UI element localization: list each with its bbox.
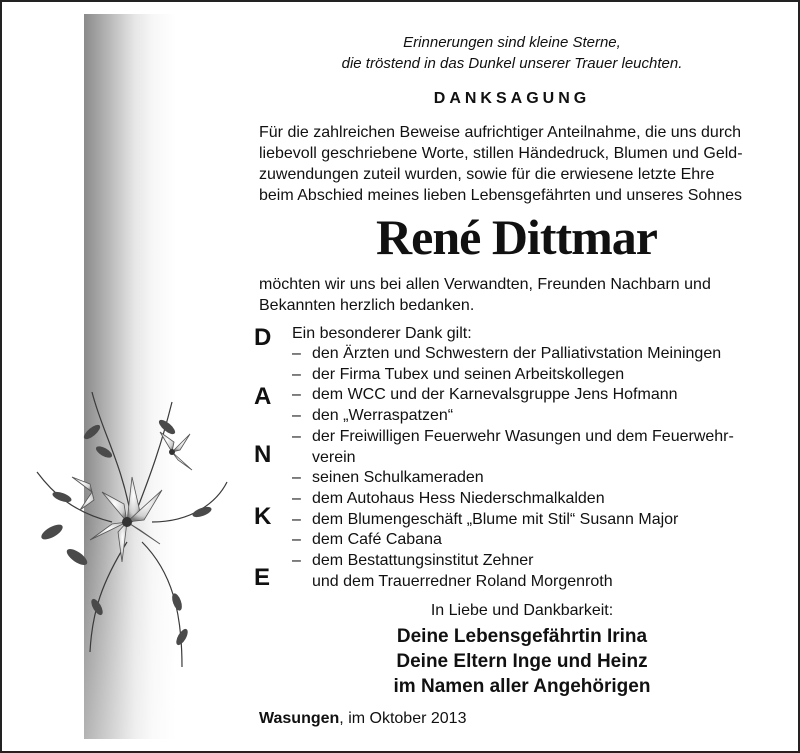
list-dash: –	[292, 469, 301, 487]
list-item	[292, 344, 734, 365]
flower-bouquet-illustration	[32, 372, 232, 672]
list-item	[292, 489, 734, 510]
signature-line: Deine Eltern Inge und Heinz	[396, 651, 648, 672]
signature-line: Deine Lebensgefährtin Irina	[396, 626, 648, 647]
poem-line-1: Erinnerungen sind kleine Sterne,	[403, 34, 621, 51]
list-dash: –	[292, 427, 301, 445]
list-item-text: dem Bestattungsinstitut Zehner	[312, 552, 534, 570]
list-item-text: dem Autohaus Hess Niederschmalkalden	[312, 489, 605, 507]
intro-line: liebevoll geschriebene Worte, stillen Händedruck, Blumen und Geld-	[259, 145, 743, 162]
list-item	[292, 468, 734, 489]
list-item-text: der Freiwilligen Feuerwehr Wasungen und dem Feuerwehr-	[312, 427, 734, 445]
danke-letter-a: A	[254, 383, 272, 410]
list-item	[292, 406, 734, 427]
list-item-text: seinen Schulkameraden	[312, 469, 484, 487]
list-dash: –	[292, 407, 301, 425]
list-dash: –	[292, 510, 301, 528]
special-thanks-list	[292, 344, 734, 592]
danke-letter-e: E	[254, 564, 271, 591]
danke-letter-k: K	[254, 503, 272, 530]
list-dash: –	[292, 489, 301, 507]
intro-paragraph	[259, 122, 774, 206]
thanks-line: möchten wir uns bei allen Verwandten, Freunden Nachbarn und	[259, 276, 711, 293]
intro-line: Für die zahlreichen Beweise aufrichtiger Anteilnahme, die uns durch	[259, 124, 742, 141]
list-item	[292, 427, 734, 448]
deceased-name: René Dittmar	[376, 209, 657, 265]
list-item	[292, 365, 734, 386]
danke-letter-d: D	[254, 324, 272, 351]
list-item	[292, 551, 734, 572]
list-item	[292, 448, 734, 469]
place: Wasungen	[259, 710, 340, 727]
list-dash: –	[292, 552, 301, 570]
list-item-text: den „Werraspatzen“	[312, 407, 454, 425]
list-item-text: und dem Trauerredner Roland Morgenroth	[312, 572, 613, 590]
intro-line: beim Abschied meines lieben Lebensgefährten und unseres Sohnes	[259, 187, 742, 204]
intro-line: zuwendungen zuteil wurden, sowie für die erwiesene letzte Ehre	[259, 166, 715, 183]
list-item	[292, 510, 734, 531]
heading-danksagung: DANKSAGUNG	[433, 90, 591, 107]
poem-line-2: die tröstend in das Dunkel unserer Trauer leuchten.	[341, 55, 683, 72]
list-dash: –	[292, 531, 301, 549]
list-dash: –	[292, 365, 301, 383]
danke-letter-n: N	[254, 441, 272, 468]
thanks-paragraph	[259, 274, 774, 316]
list-dash: –	[292, 345, 301, 362]
place-and-date	[259, 708, 466, 729]
poem	[302, 32, 722, 74]
list-item-text: den Ärzten und Schwestern der Palliativstation Meiningen	[312, 345, 722, 362]
list-item-text: der Firma Tubex und seinen Arbeitskollegen	[312, 365, 625, 383]
list-item-text: dem Café Cabana	[312, 531, 442, 549]
signature-line: im Namen aller Angehörigen	[393, 676, 651, 697]
list-item-text: verein	[312, 448, 356, 466]
list-item	[292, 530, 734, 551]
list-item	[292, 572, 734, 593]
thanks-line: Bekannten herzlich bedanken.	[259, 297, 475, 314]
date: , im Oktober 2013	[339, 710, 467, 727]
list-item-text: dem Blumengeschäft „Blume mit Stil“ Susann Major	[312, 510, 679, 528]
special-thanks-intro: Ein besonderer Dank gilt:	[292, 325, 472, 342]
closing-line: In Liebe und Dankbarkeit:	[430, 602, 614, 619]
list-item-text: dem WCC und der Karnevalsgruppe Jens Hofmann	[312, 386, 678, 404]
list-dash: –	[292, 386, 301, 404]
list-item	[292, 385, 734, 406]
